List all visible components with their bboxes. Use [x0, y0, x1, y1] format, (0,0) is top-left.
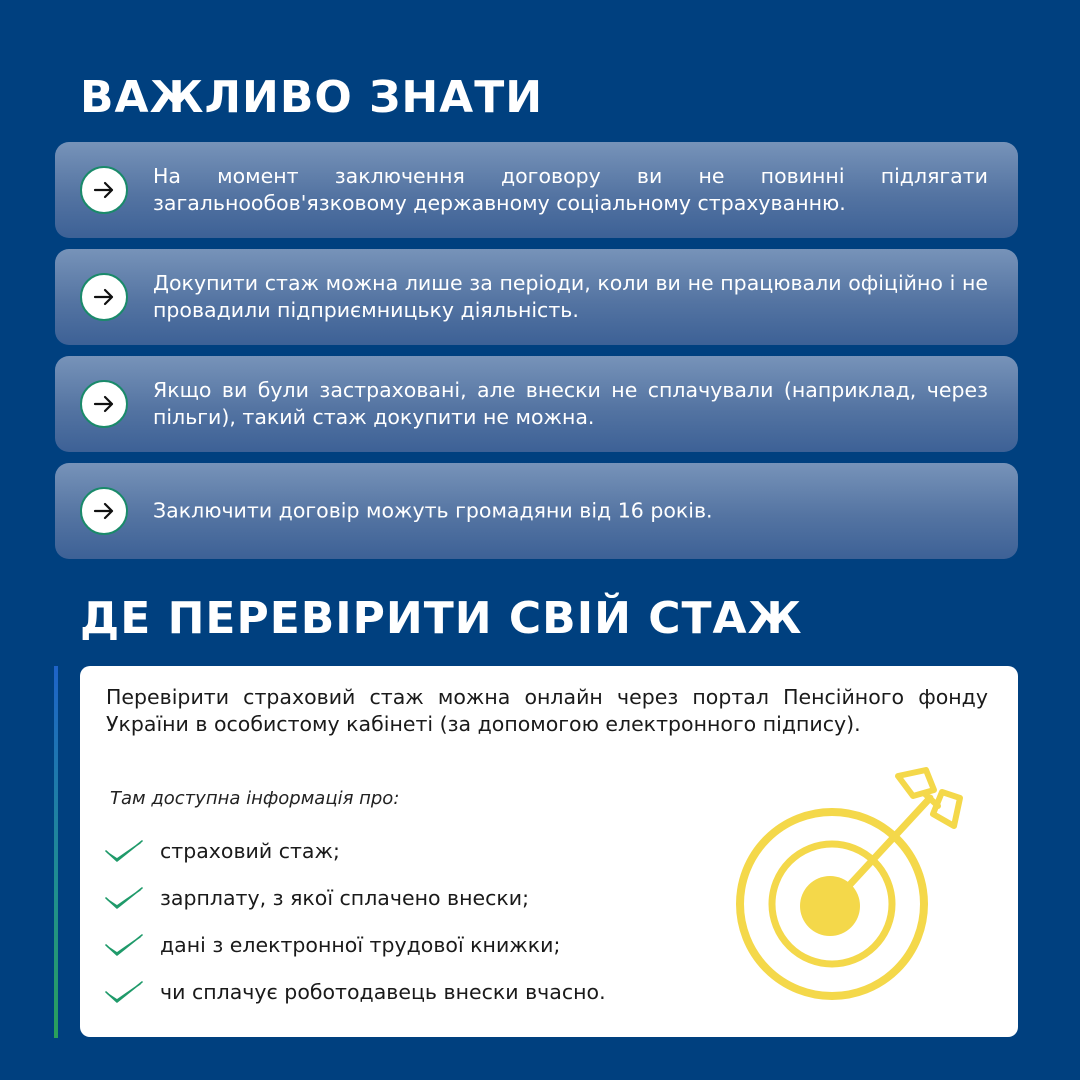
list-item-text: дані з електронної трудової книжки; — [160, 933, 561, 957]
section-title-check: ДЕ ПЕРЕВІРИТИ СВІЙ СТАЖ — [80, 593, 803, 644]
info-card-text: На момент заключення договору ви не повинні підлягати загальнообов'язковому державному соціальному страхуванню. — [153, 164, 988, 215]
info-card-text: Якщо ви були застраховані, але внески не сплачували (наприклад, через пільги), такий стаж докупити не можна. — [153, 378, 988, 429]
list-item-text: страховий стаж; — [160, 839, 340, 863]
info-card-text: Заключити договір можуть громадяни від 16 років. — [153, 498, 713, 523]
checkmark-icon — [104, 979, 144, 1009]
info-card — [55, 142, 1018, 238]
checkmark-icon — [104, 838, 144, 868]
list-item-text: чи сплачує роботодавець внески вчасно. — [160, 980, 606, 1004]
checkmark-icon — [104, 932, 144, 962]
arrow-right-icon — [80, 166, 128, 214]
checkmark-icon — [104, 885, 144, 915]
info-card-text: Докупити стаж можна лише за періоди, коли ви не працювали офіційно і не провадили підприємницьку діяльність. — [153, 271, 988, 322]
arrow-right-icon — [80, 380, 128, 428]
info-card — [55, 463, 1018, 559]
info-card — [55, 249, 1018, 345]
accent-divider — [54, 666, 58, 1038]
panel-intro: Перевірити страховий стаж можна онлайн через портал Пенсійного фонду України в особистому кабінеті (за допомогою електронного підпису). — [106, 685, 988, 736]
list-item-text: зарплату, з якої сплачено внески; — [160, 886, 530, 910]
section-title-important: ВАЖЛИВО ЗНАТИ — [80, 72, 544, 123]
arrow-right-icon — [80, 273, 128, 321]
panel-subheading: Там доступна інформація про: — [110, 788, 400, 809]
target-arrow-icon — [720, 766, 980, 1020]
arrow-right-icon — [80, 487, 128, 535]
check-panel — [80, 666, 1018, 1037]
info-card — [55, 356, 1018, 452]
